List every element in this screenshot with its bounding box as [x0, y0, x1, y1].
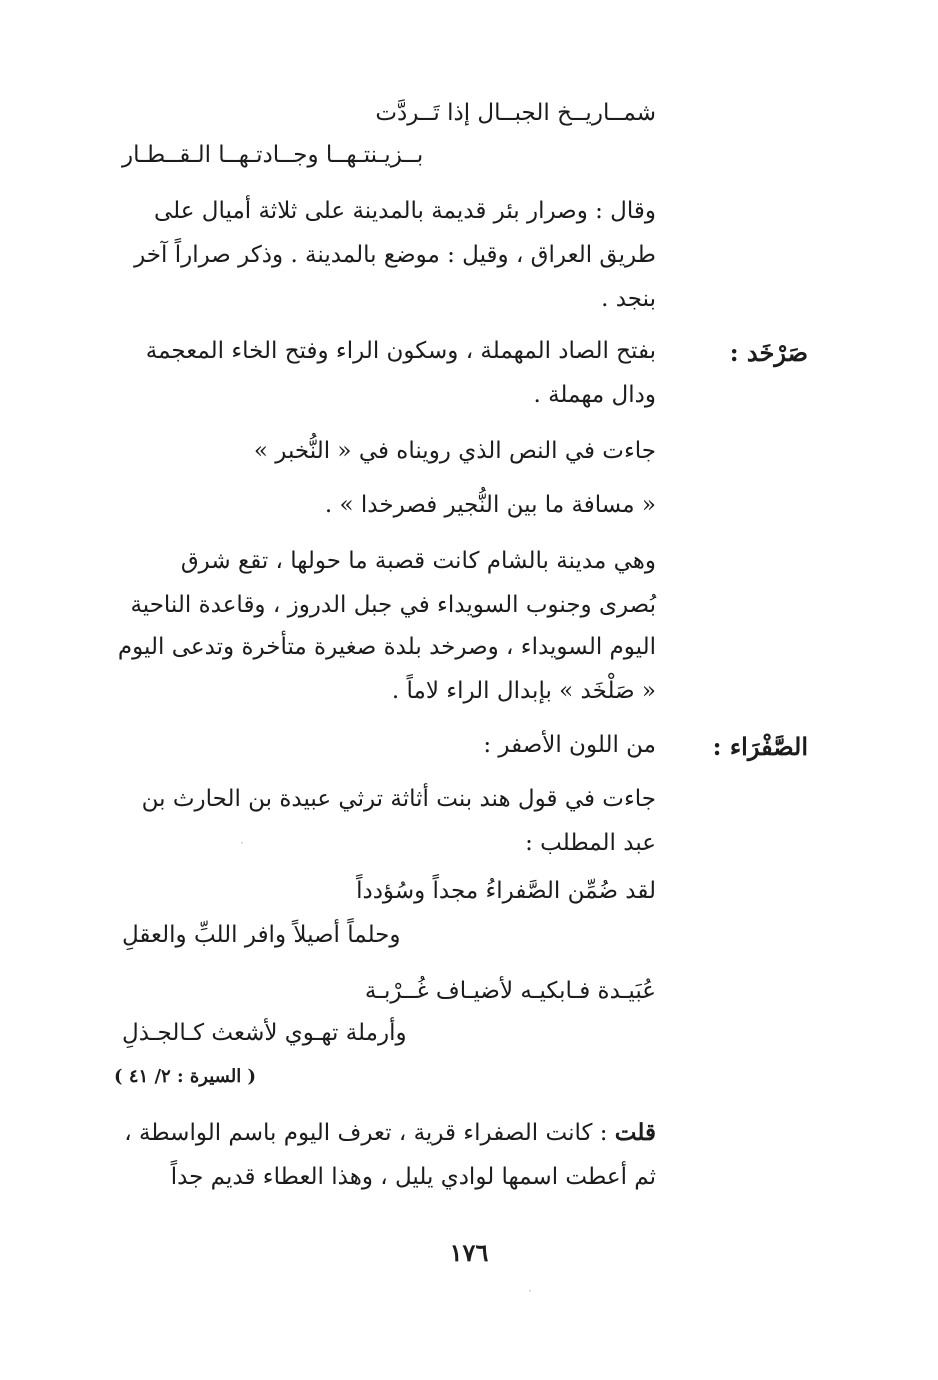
scan-speck: ·	[240, 836, 244, 850]
verse-line: وحلماً أصيلاً وافر اللبِّ والعقلِ	[122, 922, 401, 948]
entry-heading: الصَّفْرَاء :	[712, 732, 808, 761]
verse-line: عُبَيـدة فـابكيـه لأضيـاف غُــرْبـة	[364, 978, 656, 1004]
verse-line: بــزيـنتـهــا وجــادتـهــا الـقــطـار	[122, 142, 424, 168]
note-line: ثم أعطت اسمها لوادي يليل ، وهذا العطاء قديم جداً	[170, 1164, 656, 1190]
paragraph-line: بُصرى وجنوب السويداء في جبل الدروز ، وقاعدة الناحية	[130, 592, 656, 618]
verse-line: وأرملة تهـوي لأشعث كـالجـذلِ	[122, 1020, 407, 1046]
paragraph-line: بفتح الصاد المهملة ، وسكون الراء وفتح الخاء المعجمة	[145, 338, 656, 364]
paragraph-line: ودال مهملة .	[533, 382, 656, 408]
paragraph-line: جاءت في قول هند بنت أثاثة ترثي عبيدة بن الحارث بن	[141, 786, 656, 812]
verse-line: شمــاريــخ الجبــال إذا تَــردَّت	[375, 100, 656, 126]
note-lead: قلت	[614, 1119, 656, 1146]
paragraph-line: من اللون الأصفر :	[483, 732, 656, 758]
verse-line: لقد ضُمِّن الصَّفراءُ مجداً وسُؤدداً	[356, 878, 656, 904]
paragraph-line: اليوم السويداء ، وصرخد بلدة صغيرة متأخرة وتدعى اليوم	[117, 634, 656, 660]
note-text: : كانت الصفراء قرية ، تعرف اليوم باسم الواسطة ،	[124, 1120, 615, 1146]
entry-heading: صَرْخَد :	[729, 338, 808, 367]
paragraph-line: بنجد .	[601, 286, 656, 312]
page-number: ١٧٦	[449, 1238, 489, 1267]
note-line	[124, 1118, 656, 1148]
paragraph-line: طريق العراق ، وقيل : موضع بالمدينة . وذكر صراراً آخر	[134, 242, 656, 268]
scan-speck: ·	[528, 1284, 532, 1298]
paragraph-line: وهي مدينة بالشام كانت قصبة ما حولها ، تقع شرق	[180, 548, 656, 574]
paragraph-line: عبد المطلب :	[525, 830, 656, 856]
quote-line: جاءت في النص الذي رويناه في « النُّخبر »	[253, 438, 656, 464]
paragraph-line: وقال : وصرار بئر قديمة بالمدينة على ثلاثة أميال على	[153, 198, 656, 224]
paragraph-line: « صَلْخَد » بإبدال الراء لاماً .	[391, 678, 656, 704]
citation: ( السيرة : ٢/ ٤١ )	[114, 1066, 256, 1087]
quote-line: « مسافة ما بين النُّجير فصرخدا » .	[324, 492, 656, 518]
